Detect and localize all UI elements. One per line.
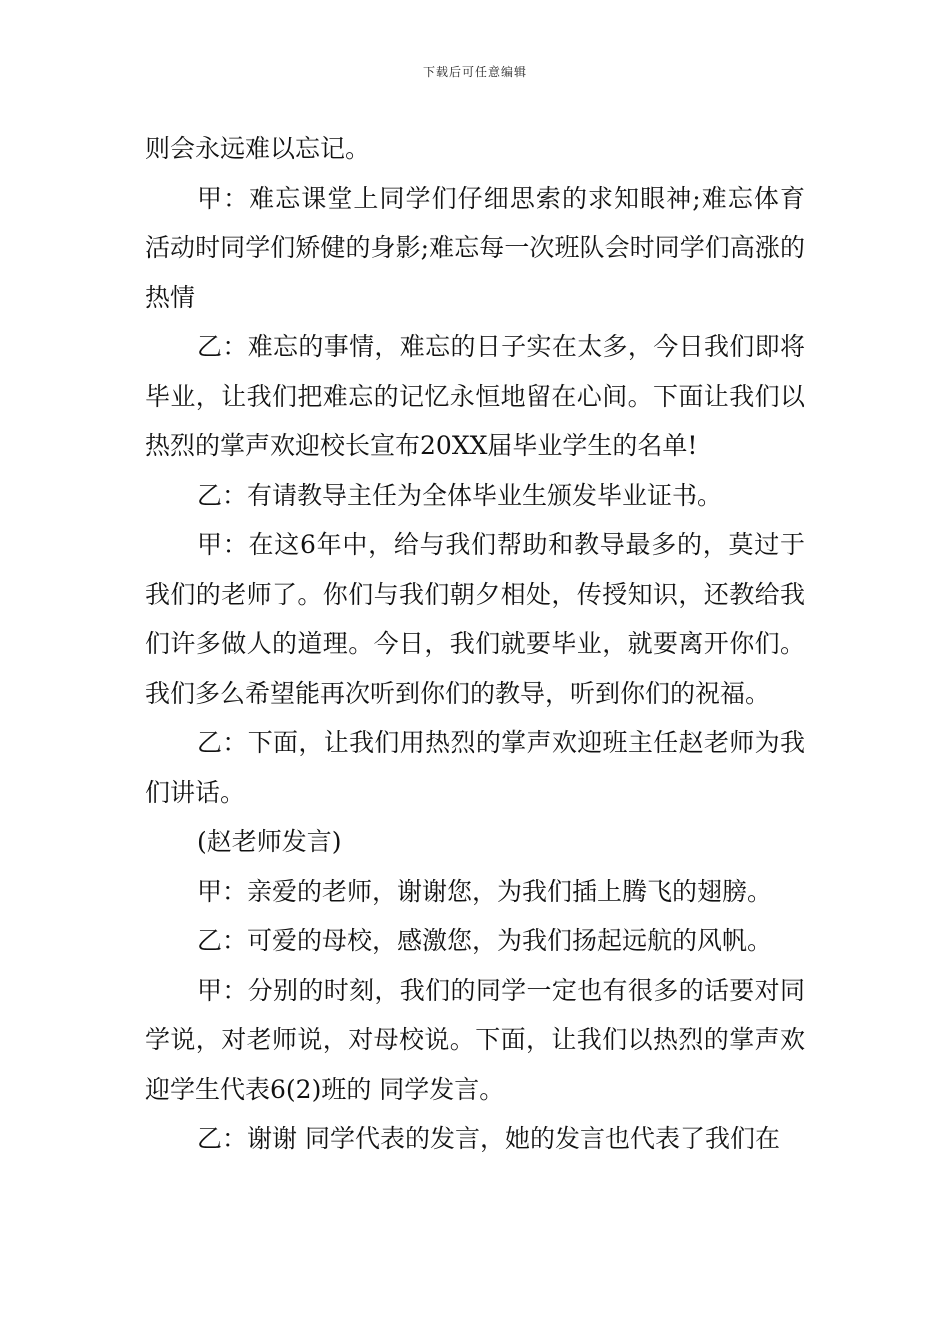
paragraph-11: 乙：谢谢 同学代表的发言，她的发言也代表了我们在 (197, 1124, 780, 1153)
paragraph-8: 甲：亲爱的老师，谢谢您，为我们插上腾飞的翅膀。 (197, 876, 773, 906)
paragraph-4: 乙：有请教导主任为全体毕业生颁发毕业证书。 (197, 480, 723, 510)
page-header-note: 下载后可任意编辑 (422, 65, 527, 79)
document-body (145, 124, 805, 1164)
paragraph-10: 甲：分别的时刻，我们的同学一定也有很多的话要对同学说，对老师说，对母校说。下面，让我们以热烈的掌声欢迎学生代表6(2)班的 同学发言。 (145, 975, 805, 1104)
paragraph-1: 则会永远难以忘记。 (145, 134, 371, 163)
paragraph-9: 乙：可爱的母校，感激您，为我们扬起远航的风帆。 (197, 926, 773, 955)
paragraph-3: 乙：难忘的事情，难忘的日子实在太多，今日我们即将毕业，让我们把难忘的记忆永恒地留在心间。下面让我们以热烈的掌声欢迎校长宣布20XX届毕业学生的名单! (145, 332, 805, 460)
paragraph-6: 乙：下面，让我们用热烈的掌声欢迎班主任赵老师为我们讲话。 (145, 728, 805, 807)
paragraph-7: (赵老师发言) (197, 827, 342, 856)
paragraph-2: 甲：难忘课堂上同学们仔细思索的求知眼神;难忘体育活动时同学们矫健的身影;难忘每一次班队会时同学们高涨的热情 (145, 183, 805, 312)
paragraph-5: 甲：在这6年中，给与我们帮助和教导最多的，莫过于我们的老师了。你们与我们朝夕相处，传授知识，还教给我们许多做人的道理。今日，我们就要毕业，就要离开你们。我们多么希望能再次听到你们的教导，听到你们的祝福。 (145, 530, 805, 708)
